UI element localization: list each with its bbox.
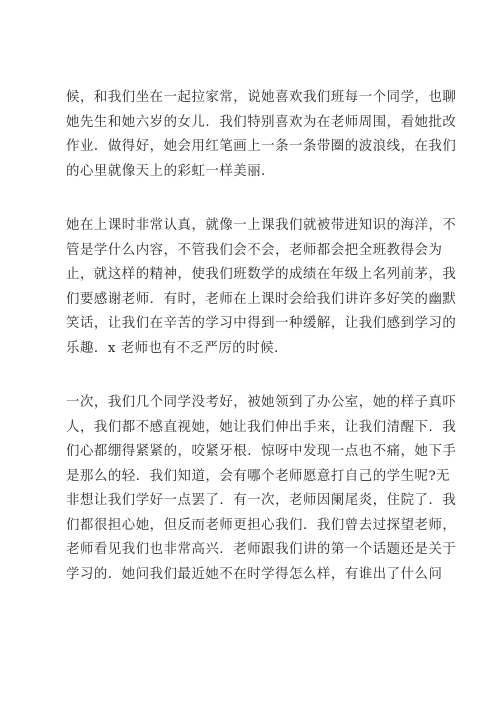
paragraph-1: [66, 86, 457, 184]
text-line: 作业．做得好，她会用红笔画上一条一条带圈的波浪线，在我们: [66, 139, 457, 154]
text-line: 们心都绷得紧紧的，咬紧牙根．惊呀中发现一点也不痛，她下手: [66, 444, 457, 459]
text-line: 笑话，让我们在辛苦的学习中得到一种缓解，让我们感到学习的: [66, 316, 457, 331]
text-line: 老师看见我们也非常高兴．老师跟我们讲的第一个话题还是关于: [66, 542, 457, 557]
paragraph-2: [66, 214, 457, 361]
text-line: 候，和我们坐在一起拉家常，说她喜欢我们班每一个同学，也聊: [66, 90, 457, 105]
text-line: 一次，我们几个同学没考好，被她领到了办公室，她的样子真吓: [66, 395, 457, 410]
text-line: 是那么的轻．我们知道，会有哪个老师愿意打自己的学生呢?无: [66, 468, 451, 484]
text-line: 们都很担心她，但反而老师更担心我们．我们曾去过探望老师，: [66, 517, 457, 533]
text-line: 乐趣．x 老师也有不乏严厉的时候．: [66, 340, 289, 356]
text-line: 的心里就像天上的彩虹一样美丽．: [66, 163, 276, 179]
text-line: 学习的．她问我们最近她不在时学得怎么样，有谁出了什么问: [66, 566, 443, 582]
text-line: 她先生和她六岁的女儿．我们特别喜欢为在老师周围，看她批改: [66, 114, 457, 130]
text-line: 她在上课时非常认真，就像一上课我们就被带进知识的海洋，不: [66, 218, 457, 233]
text-line: 管是学什么内容，不管我们会不会，老师都会把全班教得会为: [66, 242, 443, 258]
document-body: [66, 86, 457, 617]
text-line: 们要感谢老师．有时，老师在上课时会给我们讲许多好笑的幽默: [66, 291, 457, 307]
paragraph-3: [66, 391, 457, 587]
text-line: 非想让我们学好一点罢了．有一次，老师因阑尾炎，住院了．我: [66, 493, 457, 508]
text-line: 止，就这样的精神，使我们班数学的成绩在年级上名列前茅，我: [66, 267, 457, 282]
text-line: 人，我们都不感直视她，她让我们伸出手来，让我们清醒下．我: [66, 419, 457, 435]
